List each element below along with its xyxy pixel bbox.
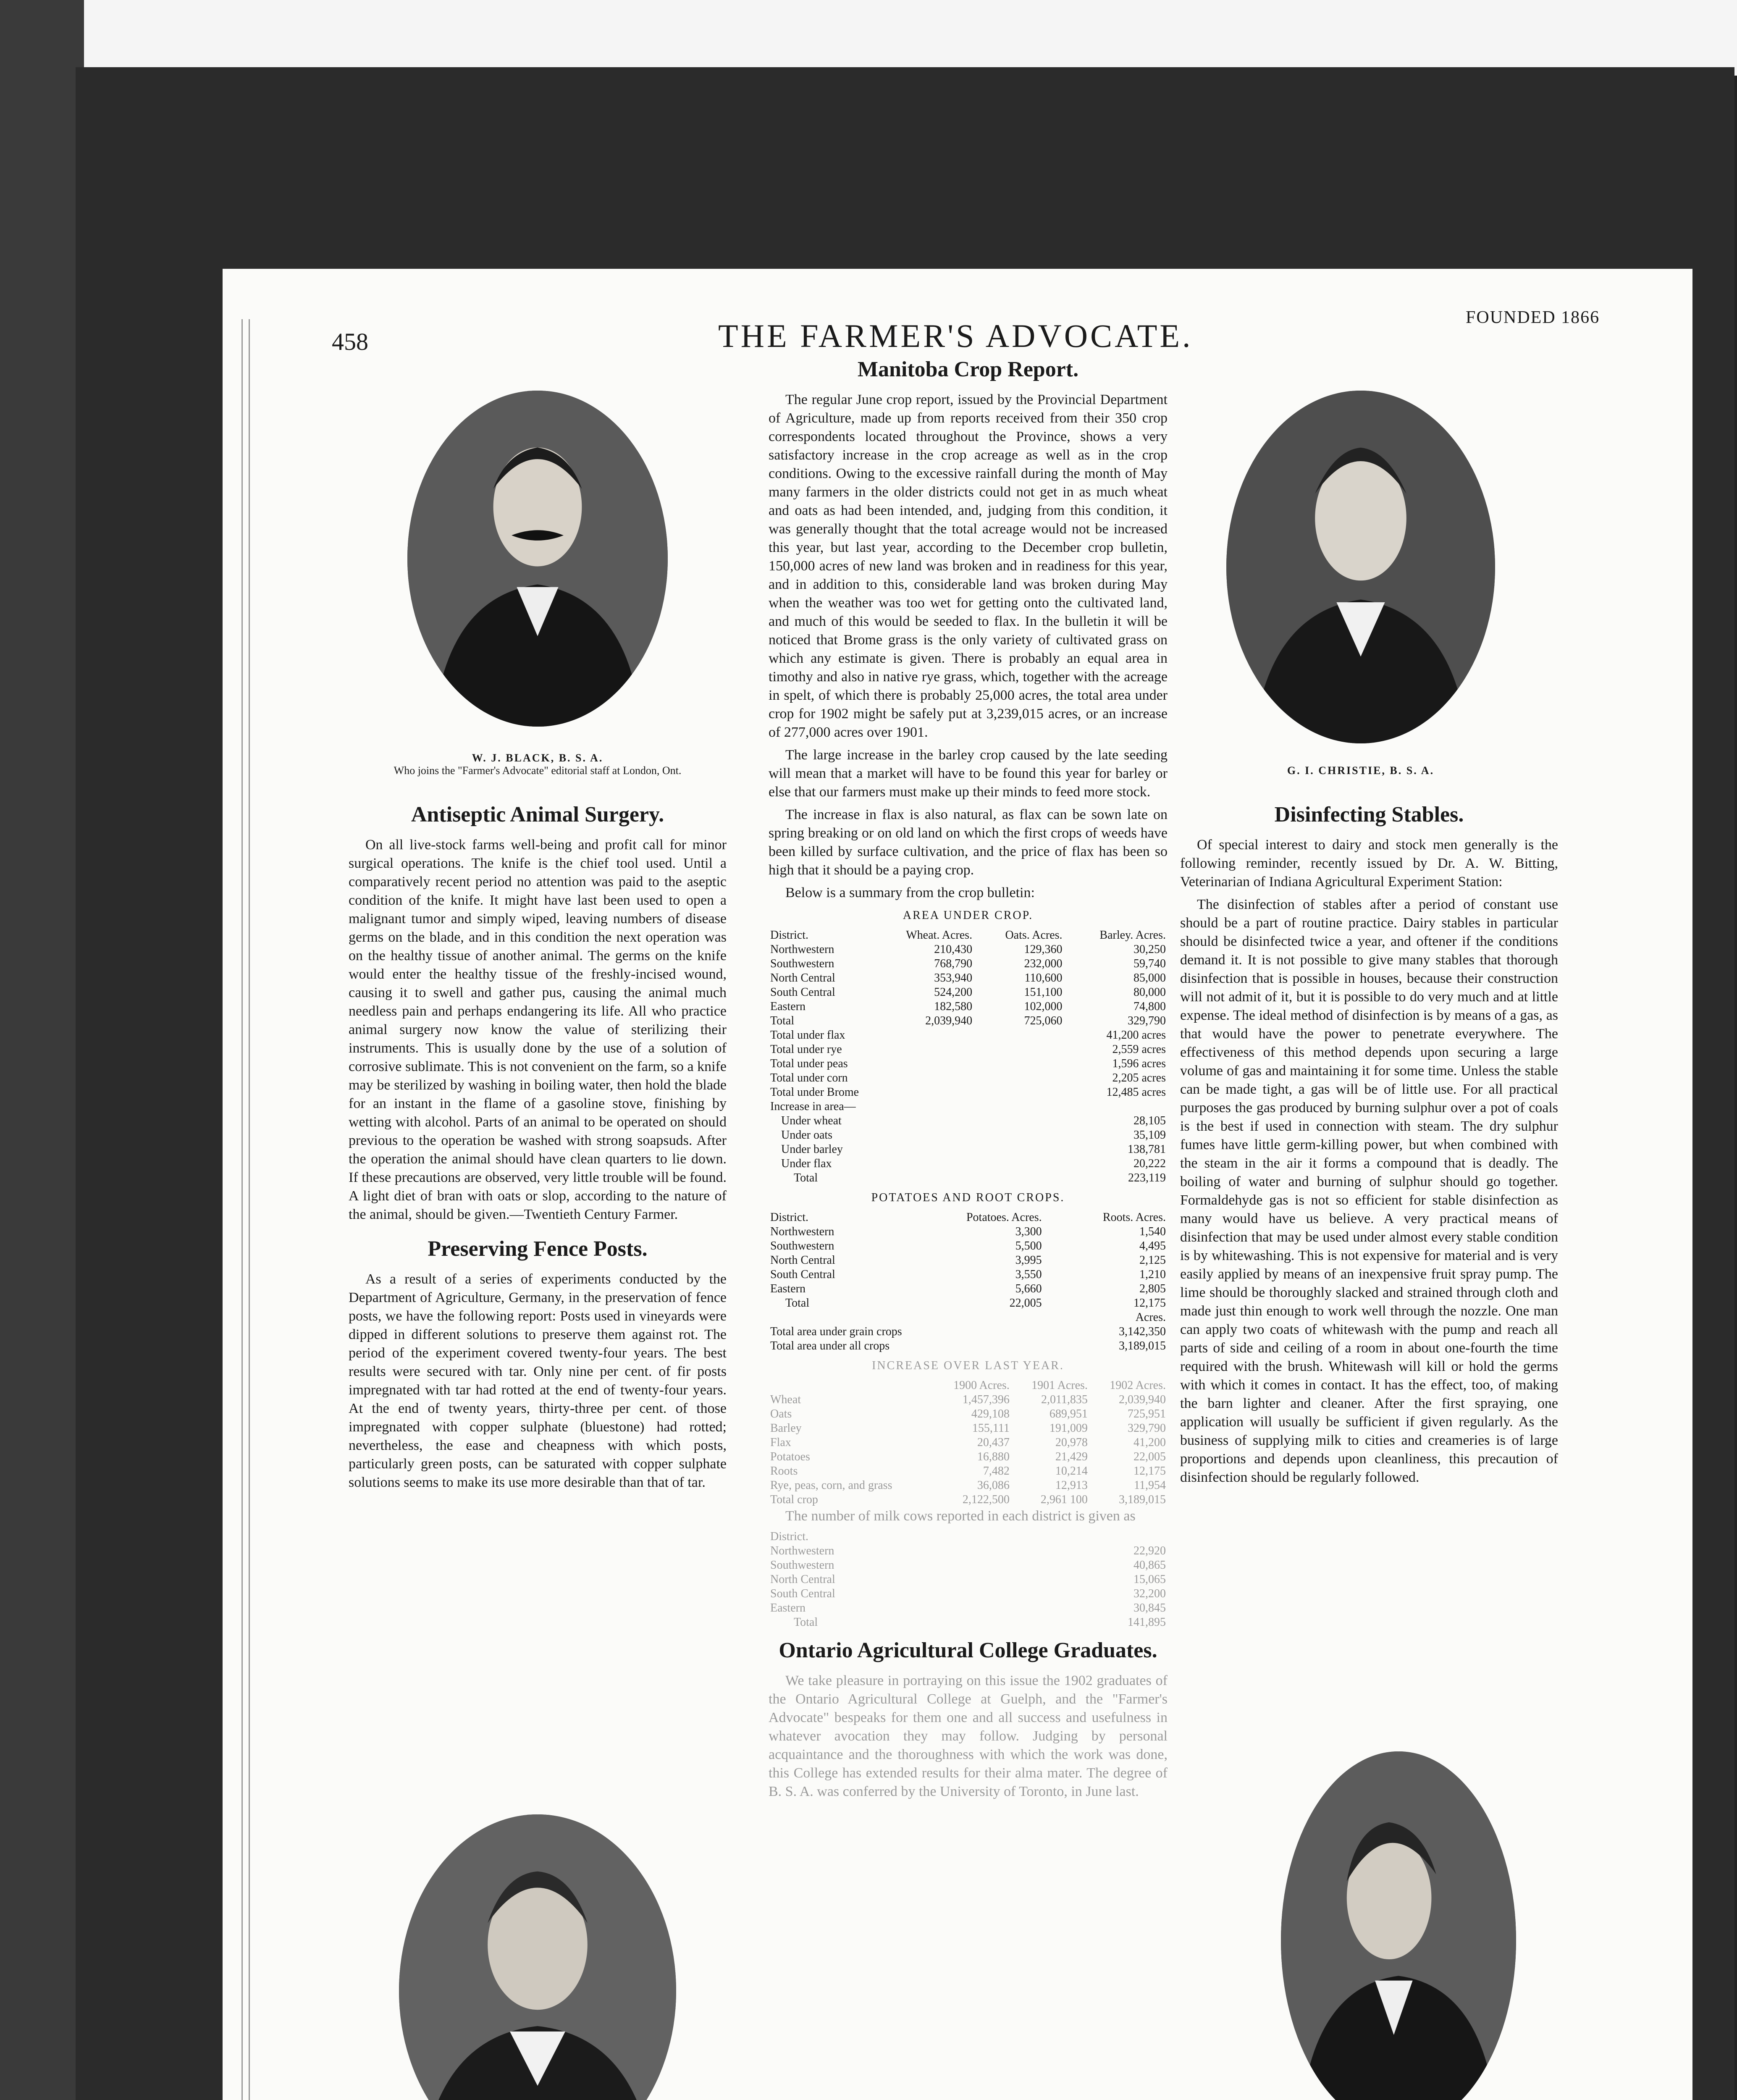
cell: 2,039,940 — [1119, 1393, 1166, 1406]
table-row — [769, 1000, 1168, 1014]
cell: 32,200 — [1134, 1587, 1166, 1600]
cell: 429,108 — [971, 1407, 1010, 1420]
cell: 1,596 acres — [1112, 1057, 1166, 1070]
cows-table — [769, 1530, 1168, 1630]
cell: 20,437 — [977, 1436, 1010, 1449]
inc-h3: 1902 Acres. — [1110, 1379, 1166, 1392]
caption-black-sub: Who joins the "Farmer's Advocate" editorial staff at London, Ont. — [394, 764, 682, 777]
caption-black-name: W. J. BLACK, B. S. A. — [472, 752, 603, 764]
portrait-moorhouse — [399, 1814, 676, 2100]
cell: 138,781 — [1128, 1143, 1166, 1156]
ontario-body: We take pleasure in portraying on this issue the 1902 graduates of the Ontario Agricultural College at Guelph, and the "Farmer's Advocate" bespeaks for them one and all success and usefulness in whatever avocation they may follow. Judging by personal acquaintance and the thoroughness with which the work was done, this College has extended results for their alma mater. The degree of B. S. A. was conferred by the University of Toronto, in June last. — [769, 1673, 1168, 1799]
cell: 30,250 — [1134, 943, 1166, 956]
newspaper-page — [223, 269, 1692, 2100]
cell: Total area under grain crops — [770, 1325, 902, 1338]
cell: 1,540 — [1139, 1225, 1166, 1238]
cell: Potatoes — [770, 1450, 810, 1463]
table-row — [769, 985, 1168, 1000]
area-table-title: AREA UNDER CROP. — [903, 909, 1034, 922]
table-row — [769, 1071, 1168, 1085]
cell: Total — [794, 1616, 818, 1629]
cell: Total under rye — [770, 1043, 842, 1056]
under-table — [769, 1028, 1168, 1185]
table-row — [769, 1478, 1168, 1493]
disinfecting-p1: Of special interest to dairy and stock men generally is the following reminder, recently issued by Dr. A. W. Bitting, Veterinarian of Indiana Agricultural Experiment Station: — [1180, 837, 1558, 890]
table-row — [769, 1282, 1168, 1296]
cell: 2,961 100 — [1040, 1493, 1088, 1506]
table-total-row — [769, 1014, 1168, 1028]
table-row — [769, 1464, 1168, 1478]
inc-h0 — [769, 1378, 933, 1393]
cell: Flax — [770, 1436, 791, 1449]
area-h2: Oats. Acres. — [1005, 929, 1063, 942]
cell: 3,189,015 — [1119, 1339, 1166, 1352]
cell: 12,175 — [1134, 1465, 1166, 1478]
manitoba-p4: Below is a summary from the crop bulletin: — [785, 885, 1035, 900]
scan-left-margin — [0, 0, 84, 2100]
table-row — [769, 1085, 1168, 1100]
cell: 210,430 — [934, 943, 973, 956]
cell: 155,111 — [972, 1422, 1010, 1435]
cell: 725,951 — [1128, 1407, 1166, 1420]
cell: 22,920 — [1134, 1544, 1166, 1557]
cell: 768,790 — [934, 957, 973, 970]
ontario-title: Ontario Agricultural College Graduates. — [779, 1638, 1157, 1662]
cell: Rye, peas, corn, and grass — [770, 1479, 892, 1492]
cell: Total under peas — [770, 1057, 848, 1070]
founded-label: FOUNDED 1866 — [1466, 308, 1600, 327]
cell — [1017, 1530, 1168, 1544]
right-column — [1180, 798, 1558, 1491]
table-row — [769, 1239, 1168, 1253]
cell: 20,978 — [1055, 1436, 1088, 1449]
cell: 353,940 — [934, 971, 973, 984]
table-row — [769, 1142, 1168, 1157]
cell: 102,000 — [1024, 1000, 1063, 1013]
cell: 1,457,396 — [962, 1393, 1010, 1406]
table-row — [769, 1157, 1168, 1171]
portrait-moorhouse-image — [399, 1814, 676, 2100]
cell: 524,200 — [934, 986, 973, 999]
increase-table-title: INCREASE OVER LAST YEAR. — [872, 1359, 1064, 1372]
manitoba-p3: The increase in flax is also natural, as flax can be sown late on spring breaking or on old land on which the first crops of weeds have been killed by surface cultivation, and the price of flax has been so high that it should be a paying crop. — [769, 807, 1168, 878]
cell: 3,300 — [1015, 1225, 1042, 1238]
cell: 5,660 — [1015, 1282, 1042, 1295]
table-row — [769, 1042, 1168, 1057]
masthead-title: THE FARMER'S ADVOCATE. — [718, 318, 1193, 354]
cell: 2,122,500 — [962, 1493, 1010, 1506]
cell: 151,100 — [1024, 986, 1063, 999]
cell: South Central — [770, 1268, 835, 1281]
manitoba-p1: The regular June crop report, issued by the Provincial Department of Agriculture, made up from reports received from their 350 crop correspondents located throughout the Province, shows a very satisfactory increase in the crop acreage as well as in the crop conditions. Owing to the excessive rainfall during the month of May many farmers in the older districts could not get in as much wheat and oats as had been intended, and, judging from this condition, it was generally thought that the total acreage would not be increased this year, but last year, according to the December crop bulletin, 150,000 acres of new land was broken and in readiness for this year, and in addition to this, considerable land was broken during May when the weather was too wet for getting onto the cultivated land, and much of this would be seeded to flax. In the bulletin it will be noticed that Brome grass is the only variety of cultivated grass on which any estimate is given. There is probably an equal area in timothy and also in native rye grass, which, together with the acreage in spelt, of which there is probably 25,000 acres, the total area under crop for 1902 might be safely put at 3,239,015 acres, or an increase of 277,000 acres over 1901. — [769, 392, 1168, 740]
cell: 12,913 — [1055, 1479, 1088, 1492]
cell: North Central — [770, 971, 835, 984]
cell: 329,790 — [1128, 1014, 1166, 1027]
table-row — [769, 1558, 1168, 1572]
cell: 2,011,835 — [1041, 1393, 1088, 1406]
potato-table — [769, 1210, 1168, 1353]
table-row — [769, 1028, 1168, 1042]
cell: 191,009 — [1049, 1422, 1088, 1435]
table-row — [769, 1407, 1168, 1421]
cell: Total crop — [770, 1493, 818, 1506]
cell: Total — [770, 1014, 795, 1027]
table-row — [769, 1544, 1168, 1558]
cell: Total area under all crops — [770, 1339, 890, 1352]
disinfecting-p2: The disinfection of stables after a period of constant use should be a part of routine practice. Dairy stables in particular should be disinfected twice a year, and oftener if the conditions demand it. It is not possible to give many stables that thorough disinfection that is possible in houses, because their construction will not admit of it, but it is possible to do very much and at little expense. The ideal method of disinfection is by means of a gas, as that would have the power to penetrate everywhere. The effectiveness of this method depends upon securing a large volume of gas and maintaining it for some time. Unless the stable can be made tight, a gas will be of little use. For all practical purposes the gas produced by burning sulphur over a pot of coals is the best if used in connection with steam. The dry sulphur fumes have little germ-killing power, but when combined with the steam in the air it forms a compound that is deadly. The boiling of water and burning of sulphur should go together. Formaldehyde gas is not so efficient for stable disinfection as many would have us believe. A very practical means of disinfection that may be used under almost every stable condition is by whitewashing. This is not expensive for material and is very easily applied by means of an inexpensive fruit spray pump. The lime should be thoroughly slacked and strained through cloth and made just thin enough to work well through the nozzle. One man can apply two coats of whitewash with the pump and reach all parts of side and ceiling of a room in about one-fourth the time required with the brush. Whitewash will kill or hold the germs with which it comes in contact. It has the effect, too, of making the barn lighter and cleaner. After the first spraying, one application will usually be sufficient if given regularly. As the business of supplying milk to cities and creameries is of large proportions and depends upon cleanliness, this precaution of disinfection should be regularly followed. — [1180, 897, 1558, 1485]
table-row — [769, 1393, 1168, 1407]
table-row — [769, 1339, 1168, 1353]
manitoba-title: Manitoba Crop Report. — [857, 357, 1079, 381]
cell: Eastern — [770, 1601, 806, 1614]
cell: 2,205 acres — [1112, 1071, 1166, 1084]
table-row — [769, 1450, 1168, 1464]
table-total-row — [769, 1171, 1168, 1185]
cell: 16,880 — [977, 1450, 1010, 1463]
cell: 30,845 — [1134, 1601, 1166, 1614]
cell: 5,500 — [1015, 1239, 1042, 1252]
cell: Under barley — [781, 1143, 843, 1156]
table-row — [769, 971, 1168, 985]
antiseptic-title: Antiseptic Animal Surgery. — [411, 803, 664, 827]
table-total-row — [769, 1493, 1168, 1507]
cell: 2,559 acres — [1112, 1043, 1166, 1056]
cell: 35,109 — [1134, 1129, 1166, 1142]
table-row — [769, 1310, 1168, 1325]
disinfecting-title: Disinfecting Stables. — [1274, 803, 1464, 827]
binding-rule — [241, 319, 250, 2100]
cell: Eastern — [770, 1000, 806, 1013]
cell: 1,210 — [1139, 1268, 1166, 1281]
cell: 40,865 — [1134, 1559, 1166, 1572]
cell: 129,360 — [1024, 943, 1063, 956]
cell: 4,495 — [1139, 1239, 1166, 1252]
inc-h2: 1901 Acres. — [1031, 1379, 1088, 1392]
table-row — [769, 1268, 1168, 1282]
cell: 725,060 — [1024, 1014, 1063, 1027]
portrait-black — [407, 391, 668, 727]
cell: 74,800 — [1134, 1000, 1166, 1013]
table-total-row — [769, 1296, 1168, 1310]
cell: Wheat — [770, 1393, 801, 1406]
table-row — [769, 1100, 1168, 1114]
area-h3: Barley. Acres. — [1099, 929, 1166, 942]
portrait-christie — [1226, 391, 1495, 743]
cell: Total under Brome — [770, 1086, 859, 1099]
cell: 28,105 — [1134, 1114, 1166, 1127]
cell: Northwestern — [770, 1225, 834, 1238]
cell: 41,200 — [1134, 1436, 1166, 1449]
cell: 59,740 — [1134, 957, 1166, 970]
cell: Southwestern — [770, 957, 834, 970]
cell: 22,005 — [1134, 1450, 1166, 1463]
table-row — [769, 1057, 1168, 1071]
portrait-murray-image — [1281, 1751, 1516, 2100]
cell: South Central — [770, 986, 835, 999]
table-row — [769, 1253, 1168, 1268]
cell: 110,600 — [1024, 971, 1063, 984]
cell: Eastern — [770, 1282, 806, 1295]
cell: 85,000 — [1134, 971, 1166, 984]
table-total-row — [769, 1615, 1168, 1630]
cell: Total — [794, 1171, 818, 1184]
cell: 11,954 — [1134, 1479, 1166, 1492]
left-column-top — [349, 798, 727, 1496]
cell: 2,125 — [1139, 1254, 1166, 1267]
area-h0: District. — [770, 929, 808, 942]
inc-h1: 1900 Acres. — [953, 1379, 1010, 1392]
fence-title: Preserving Fence Posts. — [428, 1237, 648, 1261]
cell: 12,485 acres — [1106, 1086, 1166, 1099]
table-row — [769, 1436, 1168, 1450]
cows-intro: The number of milk cows reported in each district is given as — [785, 1508, 1136, 1524]
table-row — [769, 1114, 1168, 1128]
table-row — [769, 957, 1168, 971]
cell: 7,482 — [983, 1465, 1010, 1478]
cell: 2,039,940 — [925, 1014, 973, 1027]
cell: 2,805 — [1139, 1282, 1166, 1295]
manitoba-p2: The large increase in the barley crop caused by the late seeding will mean that a market will have to be found this year for barley or else that our farmers must make up their minds to feed more stock. — [769, 747, 1168, 800]
potato-h2: Roots. Acres. — [1102, 1211, 1166, 1224]
cell: 20,222 — [1134, 1157, 1166, 1170]
table-row — [769, 1225, 1168, 1239]
table-row — [769, 1128, 1168, 1142]
table-row — [769, 1530, 1168, 1544]
table-row — [769, 1601, 1168, 1615]
cell: District. — [770, 1530, 808, 1543]
cell: 15,065 — [1134, 1573, 1166, 1586]
cell: 3,550 — [1015, 1268, 1042, 1281]
cell: Total under corn — [770, 1071, 848, 1084]
cell: South Central — [770, 1587, 835, 1600]
page-number: 458 — [332, 328, 368, 355]
cell: Northwestern — [770, 943, 834, 956]
caption-christie: G. I. CHRISTIE, B. S. A. — [1287, 764, 1435, 777]
cell: Under flax — [781, 1157, 832, 1170]
cell: 182,580 — [934, 1000, 973, 1013]
cell: 3,189,015 — [1119, 1493, 1166, 1506]
antiseptic-body: On all live-stock farms well-being and profit call for minor surgical operations. The knife is the chief tool used. Until a comparatively recent period no attention was paid to the aseptic condition of the knife. It might have last been used to open a malignant tumor and simply wiped, leaving numbers of disease germs on the blade, and in this condition the next operation was on the healthy tissue of another animal. The germs on the knife would enter the healthy tissue of the freshly-incised wound, causing it to swell and gather pus, causing the animal much needless pain and perhaps endangering its life. All who practice animal surgery now know the value of sterilizing their instruments. This is usually done by the use of a solution of corrosive sublimate. This is not convenient on the farm, so a knife may be sterilized by washing in boiling water, then hold the blade for an instant in the flame of a gasoline stove, finishing by wetting with alcohol. Parts of an animal to be operated on should previous to the operation be washed with strong soapsuds. After the operation the animal should have clean quarters to lie down. If these precautions are observed, very little trouble will be found. A light diet of bran with oats or slop, according to the nature of the animal, should be given.—Twentieth Century Farmer. — [349, 837, 727, 1222]
potato-h0: District. — [770, 1211, 808, 1224]
cell: 232,000 — [1024, 957, 1063, 970]
cell: 80,000 — [1134, 986, 1166, 999]
cell: 689,951 — [1049, 1407, 1088, 1420]
cell: Oats — [770, 1407, 792, 1420]
table-row — [769, 1325, 1168, 1339]
cell: Barley — [770, 1422, 802, 1435]
cell: 22,005 — [1009, 1297, 1042, 1310]
cell: 223,119 — [1128, 1171, 1166, 1184]
cell: 10,214 — [1055, 1465, 1088, 1478]
cell: 12,175 — [1134, 1297, 1166, 1310]
cell: 21,429 — [1055, 1450, 1088, 1463]
portrait-christie-image — [1226, 391, 1495, 743]
cell: North Central — [770, 1573, 835, 1586]
cell: Roots — [770, 1465, 798, 1478]
cell: 3,142,350 — [1119, 1325, 1166, 1338]
cell: 36,086 — [977, 1479, 1010, 1492]
cell: Acres. — [1135, 1311, 1166, 1324]
potato-table-title: POTATOES AND ROOT CROPS. — [871, 1191, 1065, 1204]
cell: North Central — [770, 1254, 835, 1267]
middle-column — [769, 353, 1168, 1805]
cell: 329,790 — [1128, 1422, 1166, 1435]
cell: Southwestern — [770, 1239, 834, 1252]
fence-body: As a result of a series of experiments conducted by the Department of Agriculture, Germany, in the preservation of fence posts, we have the following report: Posts used in vineyards were dipped in different solutions to preserve them against rot. The period of the experiment covered twenty-four years. The best results were secured with tar. Only nine per cent. of fir posts impregnated with tar had rotted at the end of twenty-four years. At the end of twenty years, thirty-three per cent. of those impregnated with copper sulphate (bluestone) had rotted; nevertheless, the ease and cheapness with which posts, particularly green posts, can be saturated with copper sulphate solutions seems to make its use more desirable than that of tar. — [349, 1271, 727, 1490]
scan-top-margin — [0, 0, 1737, 76]
cell: 41,200 acres — [1106, 1029, 1166, 1042]
portrait-murray — [1281, 1751, 1516, 2100]
cell: Northwestern — [770, 1544, 834, 1557]
cell: 3,995 — [1015, 1254, 1042, 1267]
cell: Total — [785, 1297, 810, 1310]
cell: Under wheat — [781, 1114, 842, 1127]
cell: Increase in area— — [770, 1100, 856, 1113]
table-row — [769, 1421, 1168, 1436]
table-row — [769, 1572, 1168, 1587]
cell: Southwestern — [770, 1559, 834, 1572]
area-h1: Wheat. Acres. — [906, 929, 973, 942]
table-row — [769, 942, 1168, 957]
portrait-black-image — [407, 391, 668, 727]
potato-h1: Potatoes. Acres. — [966, 1211, 1042, 1224]
cell: 141,895 — [1128, 1616, 1166, 1629]
cell: Under oats — [781, 1129, 833, 1142]
table-row — [769, 1587, 1168, 1601]
area-table — [769, 928, 1168, 1028]
increase-table — [769, 1378, 1168, 1507]
cell: Total under flax — [770, 1029, 845, 1042]
